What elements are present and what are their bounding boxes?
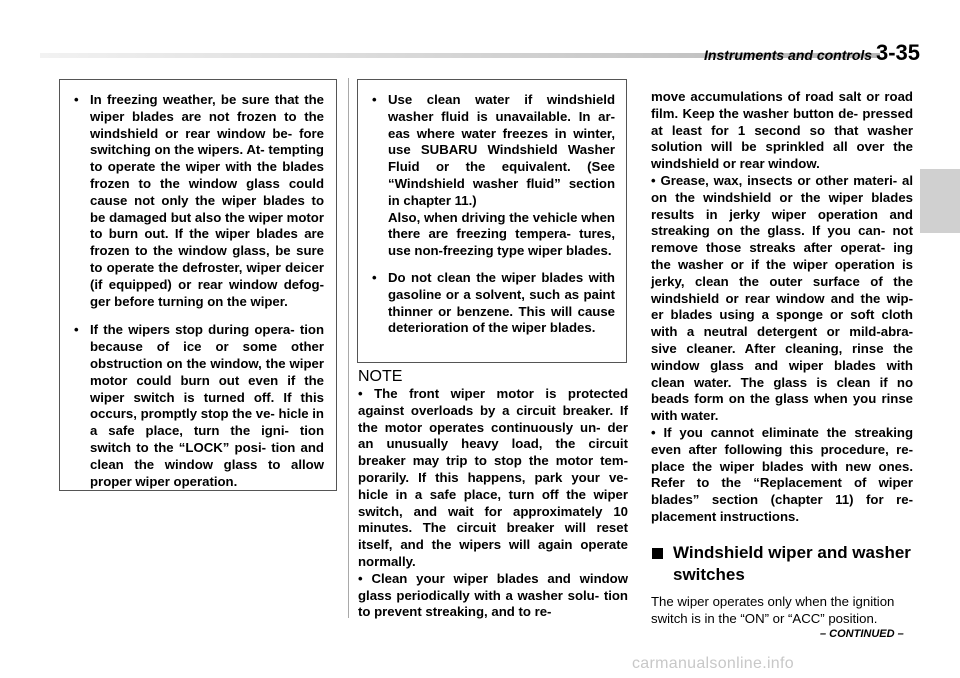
bullet-icon: • — [372, 269, 377, 285]
running-header — [704, 40, 920, 66]
bullet-icon: • — [74, 322, 79, 338]
note-item: • Clean your wiper blades and window glass periodically with a washer solu- tion to prevent streaking, and to re- — [358, 570, 628, 620]
list-item: • Use clean water if windshield washer fluid is unavailable. In ar- eas where water freezes in winter, use SUBARU Windshield Washer Fluid or the equivalent. (See “Windshield washer fluid” section in chapter 11.) Also, when driving the vehicle when there are freezing tempera- tures, use non-freezing type wiper blades. — [372, 92, 615, 259]
note-item: • Grease, wax, insects or other materi- al on the windshield or the wiper blades results in jerky wiper operation and streaking on the glass. If you can- not remove those streaks after operat- ing the washer or if the wiper operation is jerky, clean the outer surface of the windshield or rear window and the wip- er blades using a sponge or soft cloth with a neutral detergent or mild-abra- sive cleaner. After cleaning, rinse the window glass and wiper blades with clean water. The glass is clean if no beads form on the glass when you rinse with water. — [651, 172, 913, 424]
watermark: carmanualsonline.info — [632, 655, 794, 672]
section-heading: Windshield wiper and washer switches — [651, 542, 913, 586]
caution-box-left — [59, 79, 337, 491]
note-section — [358, 368, 628, 621]
square-bullet-icon — [652, 548, 663, 559]
note-item: • If you cannot eliminate the streaking even after following this procedure, re- place the wiper blades with new ones. Refer to the “Replacement of wiper blades” section (chapter 11) for re- placement instructions. — [651, 424, 913, 524]
bullet-icon: • — [74, 92, 79, 107]
caution-box-middle — [357, 79, 627, 363]
bullet-icon: • — [372, 92, 377, 107]
section-body: The wiper operates only when the ignition switch is in the “ON” or “ACC” position. — [651, 593, 895, 626]
page-number: 3-35 — [875, 40, 920, 65]
right-column — [651, 89, 913, 627]
list-item: • If the wipers stop during opera- tion because of ice or some other obstruction on the window, the wiper motor could burn out even if the wiper switch is turned off. If this occurs, promptly stop the ve- hicle in a safe place, turn the igni- tion switch to the “LOCK” posi- tion and clean the window glass to allow proper wiper operation. — [74, 322, 324, 489]
note-title: NOTE — [358, 368, 403, 385]
list-item: • In freezing weather, be sure that the wiper blades are not frozen to the windshield or rear window be- fore switching on the wipers. At- tempting to operate the wiper with the blades frozen to the window glass could cause not only the wiper blades to be damaged but also the wiper motor to burn out. If the wiper blades are frozen to the window glass, be sure to operate the defroster, wiper deicer (if equipped) or rear window defog- ger before turning on the wiper. — [74, 92, 324, 309]
column-divider — [348, 78, 349, 618]
list-item: • Do not clean the wiper blades with gasoline or a solvent, such as paint thinner or benzene. This will cause deterioration of the wiper blades. — [372, 269, 615, 336]
bullet-icon: • — [651, 424, 664, 440]
bullet-icon: • — [358, 386, 375, 401]
continued-paragraph: move accumulations of road salt or road film. Keep the washer button de- pressed at least for 1 second so that washer solution will be sprinkled all over the windshield or rear window. — [651, 89, 913, 172]
section-name: Instruments and controls — [704, 47, 873, 63]
bullet-icon: • — [358, 570, 372, 586]
continued-marker: – CONTINUED – — [820, 628, 904, 640]
chapter-thumb-tab — [920, 169, 960, 233]
bullet-icon: • — [651, 172, 661, 188]
note-item: • The front wiper motor is protected against overloads by a circuit breaker. If the motor operates continuously un- der an unusually heavy load, the circuit breaker may trip to stop the motor tem- porarily. If this happens, park your ve- hicle in a safe place, turn off the wiper switch, and wait for approximately 10 minutes. The circuit breaker will reset itself, and the wipers will again operate normally. — [358, 386, 628, 569]
